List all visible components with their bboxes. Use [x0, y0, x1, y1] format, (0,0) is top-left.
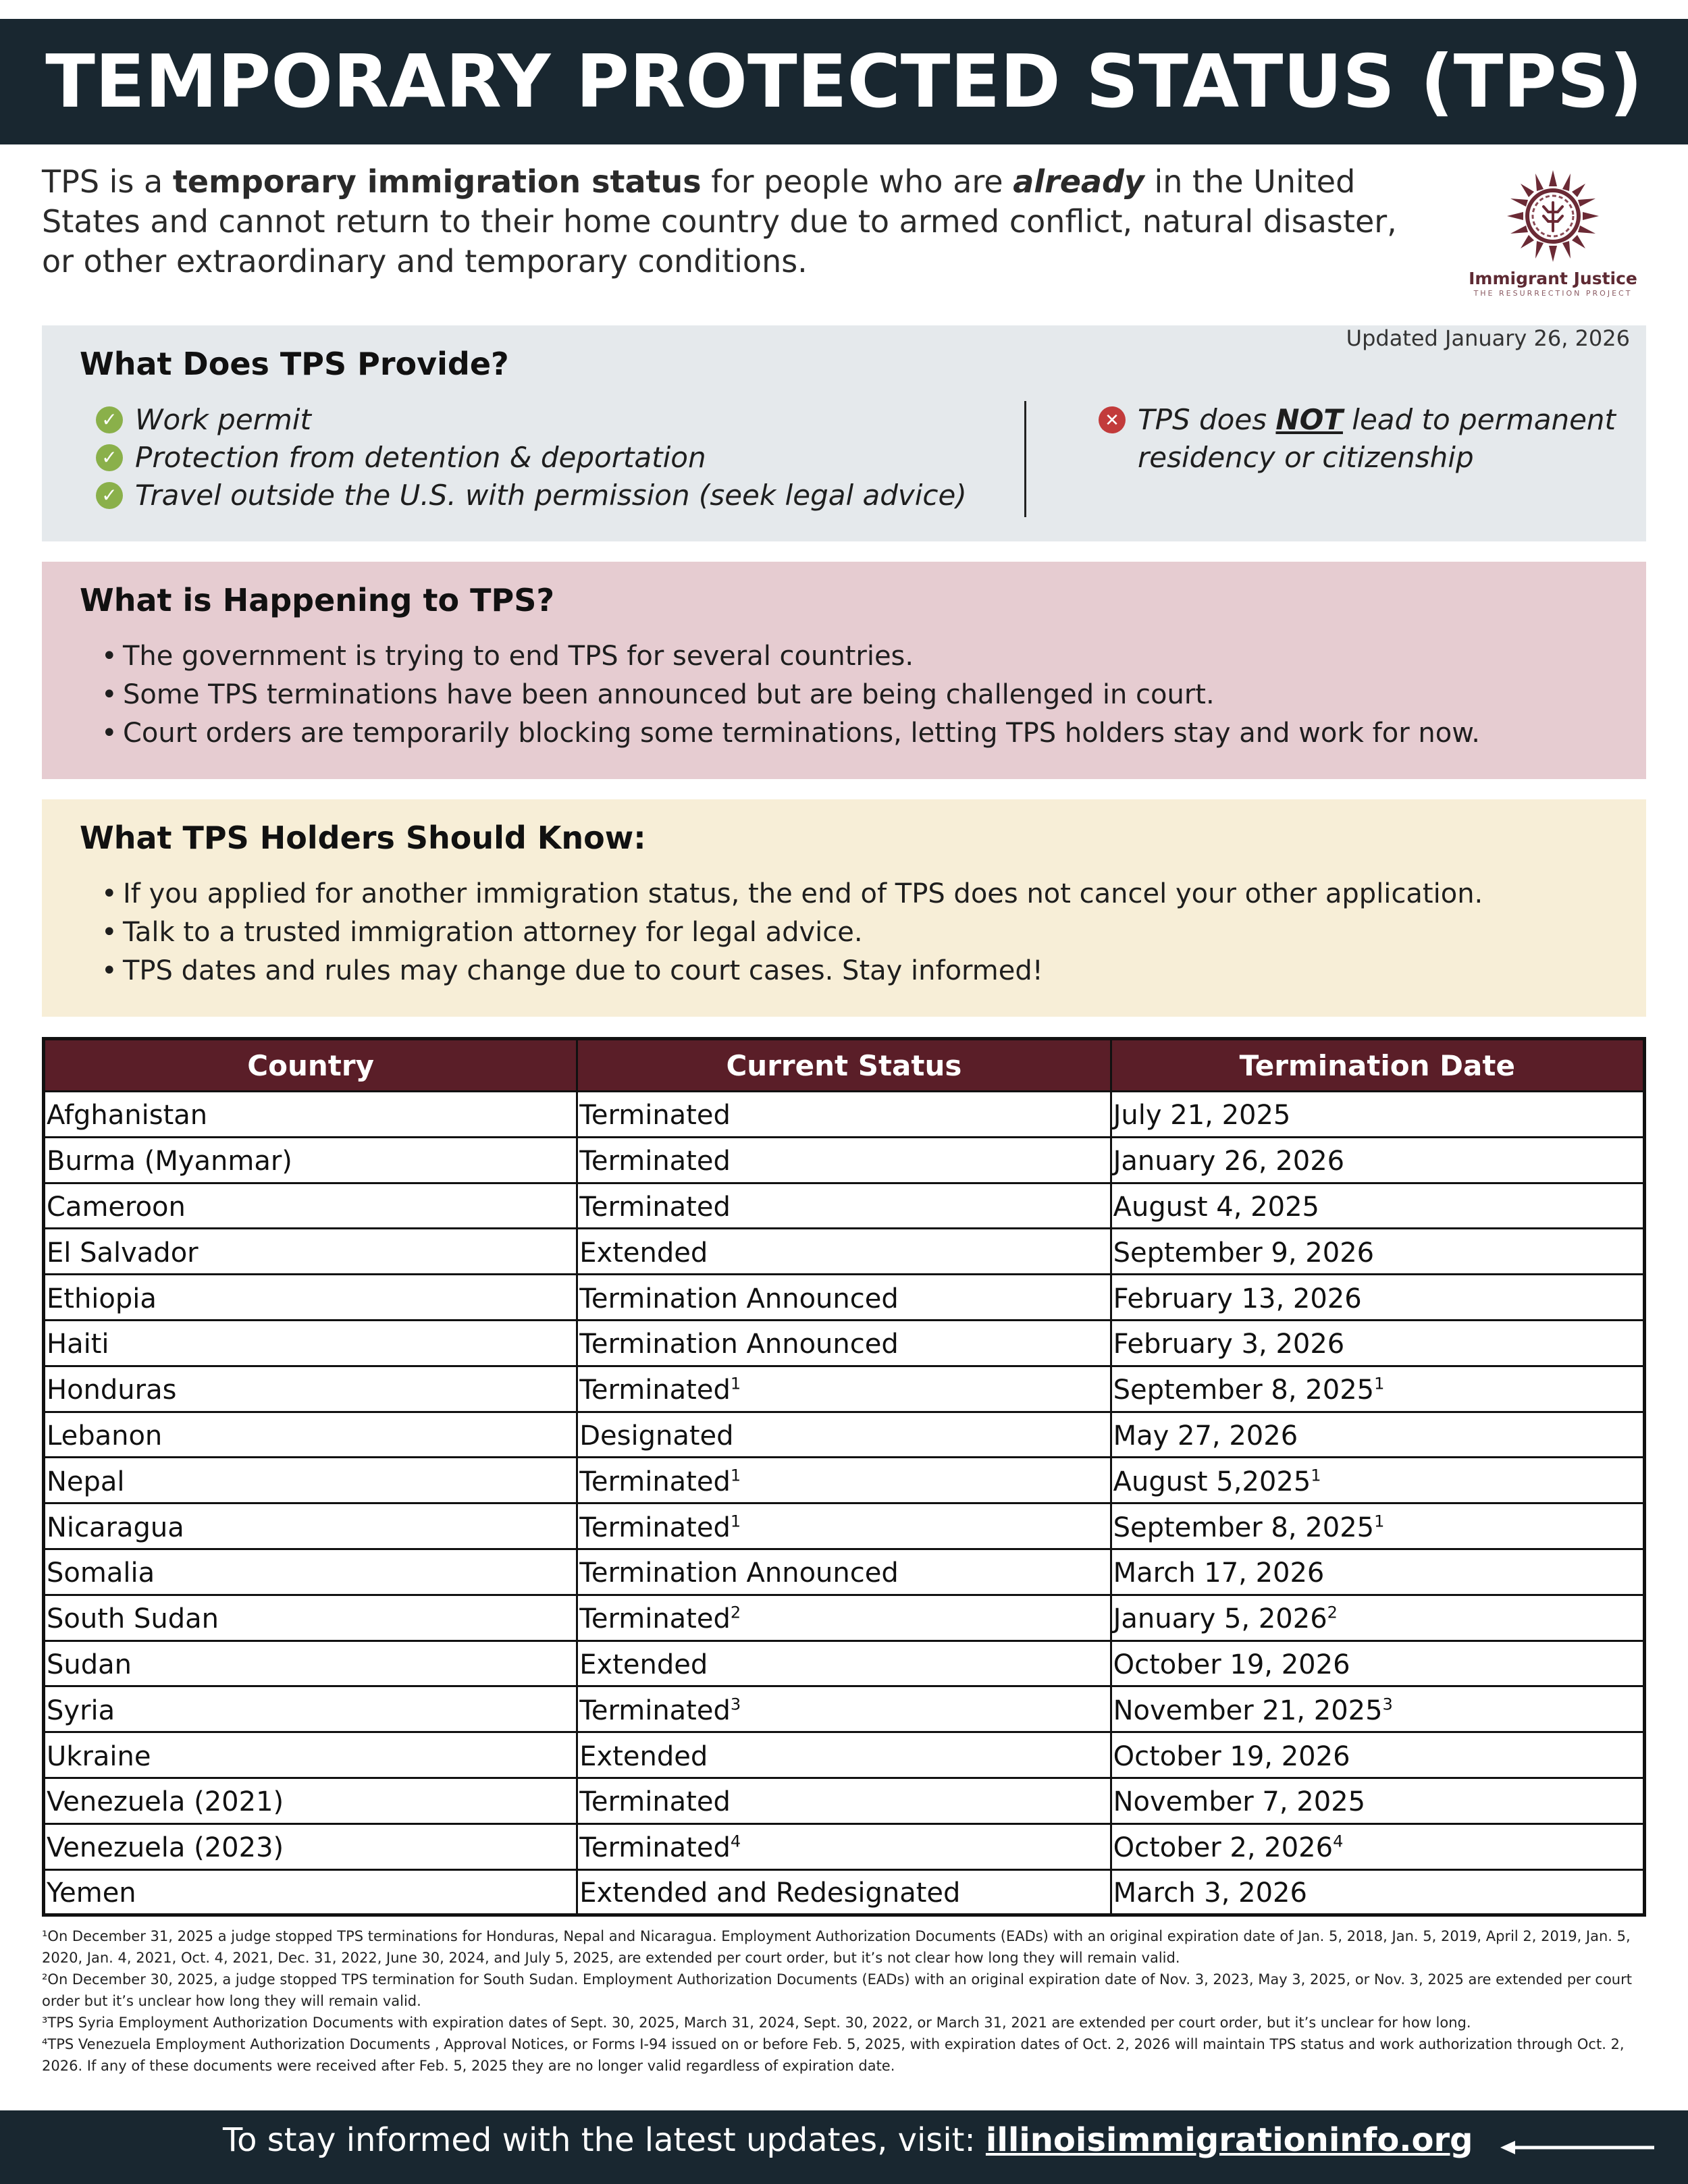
footnote-marker: 2 [1327, 1603, 1338, 1622]
status-cell-text: Terminated [579, 1603, 731, 1635]
status-cell-text: Extended [579, 1237, 708, 1269]
country-cell-text: Cameroon [47, 1191, 186, 1223]
termination-date-cell [1111, 1778, 1644, 1823]
notice-strong: NOT [1275, 403, 1343, 436]
country-cell-text: Syria [47, 1695, 115, 1726]
status-cell [577, 1503, 1111, 1549]
list-item: • The government is trying to end TPS for several countries. [101, 637, 1480, 676]
termination-date-cell [1111, 1137, 1644, 1183]
list-item: • Some TPS terminations have been announced but are being challenged in court. [101, 676, 1480, 714]
country-cell-text: South Sudan [47, 1603, 219, 1635]
status-cell [577, 1823, 1111, 1869]
termination-date-cell [1111, 1275, 1644, 1321]
termination-date-cell [1111, 1549, 1644, 1595]
checkmark-icon: ✓ [96, 444, 123, 471]
termination-date-cell-text: November 21, 2025 [1113, 1695, 1383, 1726]
termination-date-cell-text: February 13, 2026 [1113, 1283, 1362, 1314]
footnote-marker: 3 [730, 1695, 741, 1714]
termination-date-cell-text: October 2, 2026 [1113, 1832, 1334, 1864]
status-cell-text: Terminated [579, 1832, 731, 1864]
country-cell [44, 1641, 577, 1686]
table-row [44, 1641, 1645, 1686]
happening-heading: What is Happening to TPS? [80, 582, 555, 618]
termination-date-cell-text: January 5, 2026 [1113, 1603, 1327, 1635]
country-cell [44, 1320, 577, 1366]
country-cell-text: Honduras [47, 1375, 177, 1406]
country-cell-text: Nepal [47, 1466, 125, 1497]
status-cell-text: Terminated [579, 1786, 731, 1818]
termination-date-cell [1111, 1686, 1644, 1732]
provide-item [96, 477, 967, 514]
termination-date-cell [1111, 1229, 1644, 1275]
footnote-marker: 4 [730, 1832, 741, 1851]
status-cell [577, 1732, 1111, 1778]
status-cell [577, 1778, 1111, 1823]
termination-date-cell-text: October 19, 2026 [1113, 1649, 1350, 1680]
provide-item-label: Travel outside the U.S. with permission (seek legal advice) [135, 479, 967, 512]
status-cell [577, 1366, 1111, 1412]
status-cell [577, 1229, 1111, 1275]
status-cell [577, 1092, 1111, 1138]
termination-date-cell [1111, 1366, 1644, 1412]
country-cell-text: Ukraine [47, 1740, 151, 1772]
provide-list [96, 401, 967, 514]
footnote-marker: 4 [1333, 1832, 1344, 1851]
intro-text-1: TPS is a [42, 163, 173, 200]
country-cell-text: Yemen [47, 1877, 136, 1909]
table-row [44, 1823, 1645, 1869]
status-cell [577, 1458, 1111, 1503]
table-row [44, 1778, 1645, 1823]
status-cell-text: Termination Announced [579, 1329, 899, 1360]
status-cell-text: Terminated [579, 1466, 731, 1497]
country-cell [44, 1823, 577, 1869]
termination-date-cell-text: August 4, 2025 [1113, 1191, 1319, 1223]
status-cell [577, 1549, 1111, 1595]
country-cell [44, 1686, 577, 1732]
status-cell-text: Terminated [579, 1100, 731, 1131]
country-cell-text: Somalia [47, 1557, 155, 1589]
page-title: TEMPORARY PROTECTED STATUS (TPS) [45, 39, 1643, 124]
termination-date-cell [1111, 1183, 1644, 1229]
notice-text [1138, 401, 1625, 477]
footnote-marker: 1 [1374, 1374, 1385, 1393]
table-body [44, 1092, 1645, 1915]
country-cell [44, 1595, 577, 1641]
status-cell [577, 1869, 1111, 1915]
termination-date-cell [1111, 1412, 1644, 1458]
footnote-3: ³TPS Syria Employment Authorization Documents with expiration dates of Sept. 30, 2025, March 31, 2024, Sept. 30, 2022, or March 31, 2021 are extended per court order, but it’s unclear for how long. [42, 2015, 1471, 2031]
provide-heading: What Does TPS Provide? [80, 346, 509, 382]
provide-panel [42, 325, 1646, 541]
country-cell-text: Burma (Myanmar) [47, 1146, 292, 1177]
logo-title: Immigrant Justice [1469, 269, 1637, 288]
status-cell-text: Terminated [579, 1146, 731, 1177]
status-cell-text: Terminated [579, 1375, 731, 1406]
termination-date-cell [1111, 1458, 1644, 1503]
country-cell-text: Nicaragua [47, 1512, 184, 1543]
status-cell [577, 1320, 1111, 1366]
termination-date-cell-text: September 8, 2025 [1113, 1512, 1375, 1543]
checkmark-icon: ✓ [96, 482, 123, 509]
list-item: • Court orders are temporarily blocking some terminations, letting TPS holders stay and work for now. [101, 714, 1480, 753]
happening-panel [42, 562, 1646, 779]
country-cell-text: Venezuela (2021) [47, 1786, 284, 1818]
country-cell [44, 1549, 577, 1595]
country-cell-text: Lebanon [47, 1420, 163, 1451]
termination-date-cell [1111, 1503, 1644, 1549]
vertical-divider [1024, 401, 1026, 517]
status-cell-text: Termination Announced [579, 1557, 899, 1589]
tps-country-table [42, 1037, 1646, 1917]
footnote-1: ¹On December 31, 2025 a judge stopped TPS terminations for Honduras, Nepal and Nicaragua. Employment Authorization Documents (EADs) with an original expiration date of Jan. 5, 2018, Jan. 5, 2019, April 2, 2019, Jan. 5, 2020, Jan. 4, 2021, Oct. 4, 2021, Dec. 31, 2022, June 30, 2024, and July 5, 2025, are extended per court order, but it’s not clear how long they will remain valid. [42, 1928, 1631, 1966]
table-row [44, 1503, 1645, 1549]
status-cell-text: Terminated [579, 1191, 731, 1223]
status-cell-text: Terminated [579, 1512, 731, 1543]
country-cell-text: Haiti [47, 1329, 109, 1360]
table-row [44, 1275, 1645, 1321]
x-circle-icon: ✕ [1099, 406, 1126, 433]
country-cell-text: Venezuela (2023) [47, 1832, 284, 1864]
happening-list [101, 637, 1480, 753]
termination-date-cell-text: July 21, 2025 [1113, 1100, 1291, 1131]
table-row [44, 1320, 1645, 1366]
intro-bold: temporary immigration status [172, 163, 702, 200]
termination-date-cell-text: September 9, 2026 [1113, 1237, 1375, 1269]
know-heading: What TPS Holders Should Know: [80, 820, 646, 856]
table-row [44, 1595, 1645, 1641]
country-cell-text: Sudan [47, 1649, 132, 1680]
country-cell [44, 1503, 577, 1549]
termination-date-cell [1111, 1320, 1644, 1366]
country-cell [44, 1275, 577, 1321]
footnote-marker: 1 [730, 1512, 741, 1531]
provide-item-label: Work permit [135, 403, 311, 436]
termination-date-cell-text: May 27, 2026 [1113, 1420, 1298, 1451]
intro-text-3: in the United States and cannot return to their home country due to armed conflict, natural disaster, or other extraordinary and temporary conditions. [42, 163, 1397, 279]
status-cell [577, 1183, 1111, 1229]
table-row [44, 1869, 1645, 1915]
provide-item-label: Protection from detention & deportation [135, 441, 706, 474]
status-cell [577, 1641, 1111, 1686]
table-row [44, 1412, 1645, 1458]
not-permanent-notice [1099, 401, 1625, 477]
intro-italic: already [1013, 163, 1144, 200]
country-cell-text: Afghanistan [47, 1100, 208, 1131]
termination-date-cell [1111, 1595, 1644, 1641]
column-header-country: Country [44, 1039, 577, 1092]
termination-date-cell [1111, 1823, 1644, 1869]
footnote-marker: 1 [1374, 1512, 1385, 1531]
table-row [44, 1183, 1645, 1229]
footnote-marker: 1 [730, 1466, 741, 1485]
list-item: • Talk to a trusted immigration attorney for legal advice. [101, 913, 1483, 952]
country-cell [44, 1183, 577, 1229]
termination-date-cell-text: January 26, 2026 [1113, 1146, 1345, 1177]
footnote-marker: 2 [730, 1603, 741, 1622]
provide-item [96, 401, 967, 439]
footnote-marker: 1 [730, 1374, 741, 1393]
footnote-marker: 1 [1311, 1466, 1321, 1485]
termination-date-cell-text: March 17, 2026 [1113, 1557, 1325, 1589]
country-cell [44, 1869, 577, 1915]
intro-text-2: for people who are [701, 163, 1013, 200]
list-item: • If you applied for another immigration status, the end of TPS does not cancel your other application. [101, 875, 1483, 913]
status-cell-text: Terminated [579, 1695, 731, 1726]
table-row [44, 1549, 1645, 1595]
footnote-marker: 3 [1382, 1695, 1393, 1714]
footnotes [42, 1925, 1662, 2077]
website-link[interactable]: illinoisimmigrationinfo.org [985, 2121, 1473, 2159]
list-item: • TPS dates and rules may change due to court cases. Stay informed! [101, 952, 1483, 990]
status-cell-text: Designated [579, 1420, 734, 1451]
provide-item [96, 439, 967, 477]
status-cell [577, 1686, 1111, 1732]
status-cell-text: Extended [579, 1740, 708, 1772]
status-cell-text: Extended [579, 1649, 708, 1680]
country-cell [44, 1092, 577, 1138]
table-row [44, 1366, 1645, 1412]
termination-date-cell [1111, 1641, 1644, 1686]
notice-pre: TPS does [1138, 403, 1276, 436]
country-cell-text: El Salvador [47, 1237, 199, 1269]
table-row [44, 1686, 1645, 1732]
know-list [101, 875, 1483, 990]
title-banner [0, 19, 1688, 144]
column-header-status: Current Status [577, 1039, 1111, 1092]
country-cell-text: Ethiopia [47, 1283, 157, 1314]
checkmark-icon: ✓ [96, 406, 123, 433]
updated-date: Updated January 26, 2026 [1346, 325, 1630, 351]
column-header-date: Termination Date [1111, 1039, 1644, 1092]
termination-date-cell [1111, 1732, 1644, 1778]
logo-subtitle: THE RESURRECTION PROJECT [1473, 289, 1633, 298]
status-cell [577, 1275, 1111, 1321]
status-cell-text: Termination Announced [579, 1283, 899, 1314]
footnote-4: ⁴TPS Venezuela Employment Authorization Documents , Approval Notices, or Forms I-94 issued on or before Feb. 5, 2025, with expiration dates of Oct. 2, 2026 will maintain TPS status and work authorization through Oct. 2, 2026. If any of these documents were received after Feb. 5, 2025 they are no longer valid regardless of expiration date. [42, 2036, 1625, 2074]
footnote-2: ²On December 30, 2025, a judge stopped TPS termination for South Sudan. Employment Authorization Documents (EADs) with an original expiration date of Nov. 3, 2023, May 3, 2025, or Nov. 3, 2025 are extended per court order but it’s unclear how long they will remain valid. [42, 1971, 1632, 2009]
left-arrow-icon [1500, 2137, 1656, 2158]
termination-date-cell-text: November 7, 2025 [1113, 1786, 1366, 1818]
notice-post: lead to permanent residency or citizenship [1138, 403, 1616, 474]
termination-date-cell-text: September 8, 2025 [1113, 1375, 1375, 1406]
country-cell [44, 1366, 577, 1412]
table-header-row [44, 1039, 1645, 1092]
country-cell [44, 1778, 577, 1823]
country-cell [44, 1229, 577, 1275]
footer-banner [0, 2110, 1688, 2184]
table-row [44, 1137, 1645, 1183]
termination-date-cell [1111, 1092, 1644, 1138]
termination-date-cell [1111, 1869, 1644, 1915]
country-cell [44, 1732, 577, 1778]
intro-paragraph [42, 162, 1426, 282]
table-row [44, 1092, 1645, 1138]
country-cell [44, 1458, 577, 1503]
termination-date-cell-text: October 19, 2026 [1113, 1740, 1350, 1772]
status-cell [577, 1595, 1111, 1641]
status-cell-text: Extended and Redesignated [579, 1877, 961, 1909]
status-cell [577, 1137, 1111, 1183]
status-cell [577, 1412, 1111, 1458]
country-cell [44, 1412, 577, 1458]
holders-know-panel [42, 799, 1646, 1017]
table-row [44, 1458, 1645, 1503]
termination-date-cell-text: March 3, 2026 [1113, 1877, 1307, 1909]
country-cell [44, 1137, 577, 1183]
footer-prompt: To stay informed with the latest updates, visit: [223, 2121, 986, 2159]
table-row [44, 1732, 1645, 1778]
table-row [44, 1229, 1645, 1275]
termination-date-cell-text: February 3, 2026 [1113, 1329, 1345, 1360]
footer-text [223, 2121, 1473, 2159]
termination-date-cell-text: August 5,2025 [1113, 1466, 1311, 1497]
